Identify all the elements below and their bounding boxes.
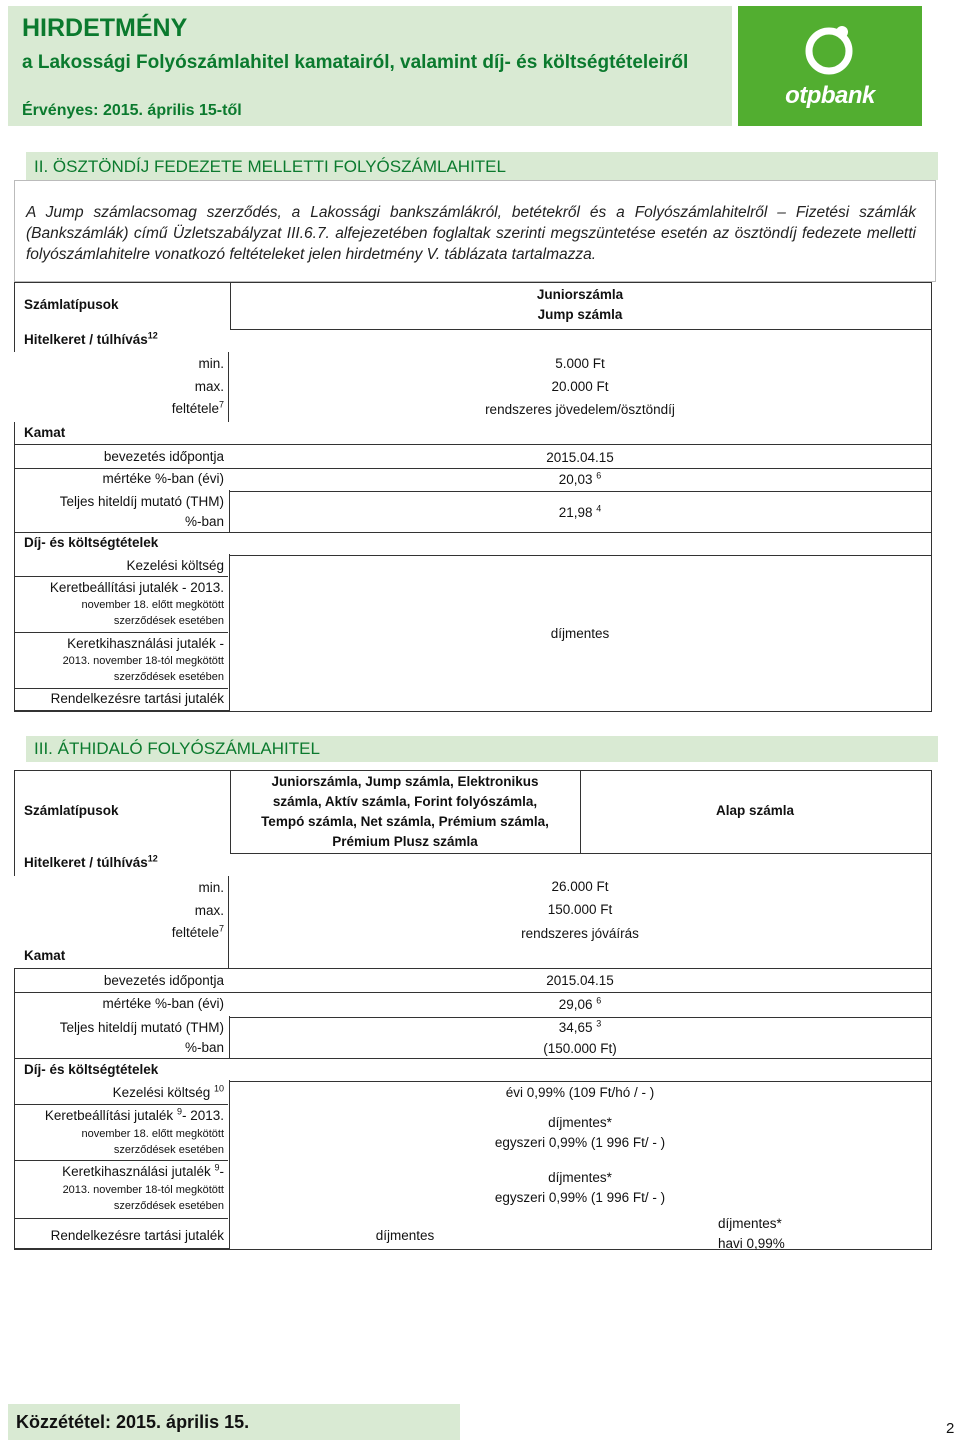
t3-hitelkeret: Hitelkeret / túlhívás$^{12}$ — [24, 853, 158, 870]
t3-fee-divider-1 — [14, 1104, 228, 1105]
t2-feltetele-label: feltétele$^7$ — [171, 399, 224, 416]
otpbank-logo — [738, 6, 922, 126]
t3-kamat: Kamat — [24, 948, 66, 963]
t3-bevezetes-label: bevezetés időpontja — [103, 973, 224, 988]
t3-keretki-value-2: egyszeri 0,99% (1 996 Ft/ - ) — [494, 1190, 666, 1205]
t2-keretbe-2: november 18. előtt megkötött — [81, 599, 224, 611]
t3-col-header-alap: Alap számla — [715, 803, 795, 818]
t3-keretbe-value-1: díjmentes* — [548, 1115, 612, 1130]
document-title: HIRDETMÉNY — [22, 14, 188, 42]
t3-merteke-value: 29,06 $^6$ — [558, 995, 602, 1012]
t3-kezelesi: Kezelési költség $^{10}$ — [112, 1083, 224, 1100]
otp-logo-icon — [800, 20, 858, 78]
t3-keretbe-1: Keretbeállítási jutalék $^9$- 2013. — [44, 1106, 224, 1123]
t2-thm-label-2: %-ban — [184, 514, 224, 529]
t3-thm-label-2: %-ban — [184, 1040, 224, 1055]
t2-col-header-2: Jump számla — [537, 307, 623, 322]
t3-col-header-4: Prémium Plusz számla — [332, 834, 478, 849]
t3-kezelesi-value: évi 0,99% (109 Ft/hó / - ) — [505, 1085, 655, 1100]
t3-keretki-1: Keretkihasználási jutalék $^9$- — [62, 1162, 224, 1179]
t3-keretbe-2: november 18. előtt megkötött — [81, 1128, 224, 1140]
t3-keretki-2: 2013. november 18-tól megkötött — [62, 1184, 224, 1196]
t2-bevezetes-value: 2015.04.15 — [546, 450, 614, 465]
t3-min-label: min. — [198, 880, 224, 895]
t2-feltetele-value: rendszeres jövedelem/ösztöndíj — [485, 402, 675, 417]
t3-rendelkezes-alap-2: havi 0,99% — [718, 1236, 785, 1251]
t3-rendelkezes-value: díjmentes — [375, 1228, 435, 1243]
t2-merteke-value: 20,03 $^6$ — [558, 470, 602, 487]
t2-max-value: 20.000 Ft — [551, 379, 609, 394]
t3-merteke-label: mértéke %-ban (évi) — [102, 996, 224, 1011]
t3-max-label: max. — [194, 903, 224, 918]
t3-feltetele-value: rendszeres jóváírás — [521, 926, 639, 941]
section-3-heading — [26, 736, 938, 762]
t2-keretki-1: Keretkihasználási jutalék - — [67, 636, 224, 651]
t3-feltetele-label: feltétele$^7$ — [171, 923, 224, 940]
t2-fee-divider-1 — [14, 576, 228, 577]
t3-keretbe-3: szerződések esetében — [113, 1144, 224, 1156]
page-number: 2 — [946, 1420, 955, 1437]
header-banner — [8, 6, 732, 126]
t3-min-value: 26.000 Ft — [551, 879, 609, 894]
section-3-title: III. ÁTHIDALÓ FOLYÓSZÁMLAHITEL — [34, 739, 320, 758]
t2-fee-divider-3 — [14, 688, 228, 689]
t3-keretki-value-1: díjmentes* — [548, 1170, 612, 1185]
publication-date: Közzététel: 2015. április 15. — [16, 1412, 250, 1432]
t2-rendelkezes: Rendelkezésre tartási jutalék — [50, 691, 224, 706]
t3-rendelkezes-alap-1: díjmentes* — [718, 1216, 782, 1231]
section-2-title: II. ÖSZTÖNDÍJ FEDEZETE MELLETTI FOLYÓSZÁMLAHITEL — [34, 157, 506, 176]
t3-fee-divider-3 — [14, 1218, 228, 1219]
t2-col-header-1: Juniorszámla — [536, 287, 624, 302]
t2-merteke-label: mértéke %-ban (évi) — [102, 471, 224, 486]
t3-col-header-1: Juniorszámla, Jump számla, Elektronikus — [271, 774, 539, 789]
t3-max-value: 150.000 Ft — [547, 902, 613, 917]
t3-thm-label-1: Teljes hiteldíj mutató (THM) — [59, 1020, 224, 1035]
t3-thm-value-2: (150.000 Ft) — [543, 1041, 617, 1056]
t2-keretbe-3: szerződések esetében — [113, 615, 224, 627]
t3-thm-value: 34,65 $^3$ — [558, 1018, 602, 1035]
t2-fee-divider-2 — [14, 632, 228, 633]
t3-szamlatipusok: Számlatípusok — [24, 803, 119, 818]
t2-min-value: 5.000 Ft — [555, 356, 605, 371]
document-subtitle: a Lakossági Folyószámlahitel kamatairól, valamint díj- és költségtételeiről — [22, 52, 689, 73]
t3-col-header-2: számla, Aktív számla, Forint folyószámla, — [272, 794, 538, 809]
t2-bevezetes-label: bevezetés időpontja — [103, 449, 224, 464]
section-2-heading — [26, 152, 938, 180]
t2-kezelesi: Kezelési költség — [126, 558, 224, 573]
t2-szamlatipusok: Számlatípusok — [24, 297, 119, 312]
t2-dij-heading: Díj- és költségtételek — [24, 535, 159, 550]
t3-keretbe-value-2: egyszeri 0,99% (1 996 Ft/ - ) — [494, 1135, 666, 1150]
t2-max-label: max. — [194, 379, 224, 394]
t3-dij-heading: Díj- és költségtételek — [24, 1062, 159, 1077]
logo-text: otpbank — [785, 82, 875, 109]
footer-banner — [8, 1404, 460, 1440]
t2-kamat: Kamat — [24, 425, 66, 440]
t2-keretbe-1: Keretbeállítási jutalék - 2013. — [49, 580, 224, 595]
t2-min-label: min. — [198, 356, 224, 371]
t2-dijmentes: díjmentes — [550, 626, 610, 641]
t2-thm-value: 21,98 $^4$ — [558, 503, 602, 520]
validity-date: Érvényes: 2015. április 15-től — [22, 102, 242, 119]
t3-fee-divider-2 — [14, 1160, 228, 1161]
t2-thm-label-1: Teljes hiteldíj mutató (THM) — [59, 494, 224, 509]
t3-bevezetes-value: 2015.04.15 — [546, 973, 614, 988]
t2-keretki-2: 2013. november 18-tól megkötött — [62, 655, 224, 667]
t3-col-header-3: Tempó számla, Net számla, Prémium számla, — [261, 814, 549, 829]
t2-hitelkeret: Hitelkeret / túlhívás$^{12}$ — [24, 330, 158, 347]
t3-keretki-3: szerződések esetében — [113, 1200, 224, 1212]
t3-rendelkezes: Rendelkezésre tartási jutalék — [50, 1228, 224, 1243]
section-2-intro: A Jump számlacsomag szerződés, a Lakossági bankszámlákról, betétekről és a Folyószámlahitelről – Fizetési számlák (Bankszámlák) című Üzletszabályzat III.6.7. alfejezetében foglaltak szerinti megszüntetése esetén az ösztöndíj fedezete melletti folyószámlahitelre vonatkozó feltételeket jelen hirdetmény V. táblázata tartalmazza. — [26, 204, 916, 263]
t2-keretki-3: szerződések esetében — [113, 671, 224, 683]
